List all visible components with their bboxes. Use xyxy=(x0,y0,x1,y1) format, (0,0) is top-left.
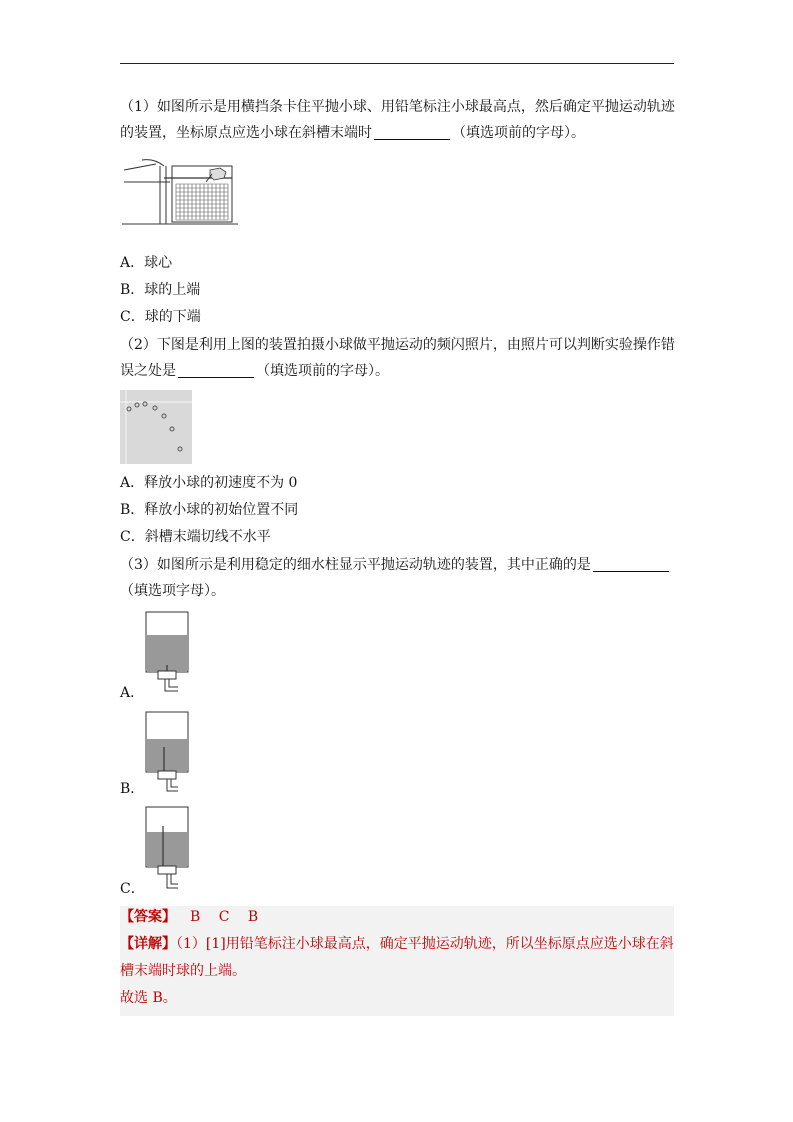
detail-label: 【详解】 xyxy=(120,936,176,952)
answer-label: 【答案】 xyxy=(120,909,176,925)
q2-line1: （2）下图是利用上图的装置拍摄小球做平抛运动的频闪照片，由照片可以判断实验操作错 xyxy=(120,337,675,353)
answer-line xyxy=(120,904,258,930)
q1-line2-post: （填选项前的字母）。 xyxy=(452,125,585,141)
q3-line2: （填选项字母）。 xyxy=(120,583,225,599)
q1-apparatus-figure xyxy=(120,154,240,226)
answer-values: B C B xyxy=(190,909,259,925)
detail-line1 xyxy=(120,931,674,957)
q1-answer-blank xyxy=(374,123,450,140)
q2-answer-blank xyxy=(178,361,254,378)
bottle-c-water xyxy=(147,832,187,866)
q2-line2-post: （填选项前的字母）。 xyxy=(256,363,389,379)
bottle-c-cap xyxy=(158,866,176,874)
q2-strobe-photo xyxy=(120,390,192,464)
detail-text-1: （1）[1]用铅笔标注小球最高点，确定平抛运动轨迹，所以坐标原点应选小球在斜 xyxy=(176,936,674,952)
q1-option-c: C．球的下端 xyxy=(120,309,201,325)
q3-answer-blank xyxy=(593,555,669,572)
q1-line2 xyxy=(120,120,676,146)
detail-line3: 故选 B。 xyxy=(120,990,177,1006)
q2-option-b: B．释放小球的初始位置不同 xyxy=(120,502,299,518)
q1-option-a: A．球心 xyxy=(120,255,173,271)
q1-hand-icon xyxy=(210,168,226,180)
q3-option-b: B． xyxy=(120,781,145,797)
q1-line2-pre: 的装置，坐标原点应选小球在斜槽末端时 xyxy=(120,125,372,141)
q3-line1-text: （3）如图所示是利用稳定的细水柱显示平抛运动轨迹的装置，其中正确的是 xyxy=(120,557,591,573)
q2-line2 xyxy=(120,358,676,384)
bottle-a-cap xyxy=(158,671,176,679)
q1-line1: （1）如图所示是用横挡条卡住平抛小球、用铅笔标注小球最高点，然后确定平抛运动轨迹 xyxy=(120,99,675,115)
q2-option-a: A．释放小球的初速度不为 0 xyxy=(120,475,298,491)
q2-photo-background xyxy=(120,390,192,464)
bottle-b-water xyxy=(147,739,187,771)
detail-line2: 槽末端时球的上端。 xyxy=(120,963,246,979)
q1-option-b: B．球的上端 xyxy=(120,282,201,298)
q3-line1 xyxy=(120,552,676,578)
q2-line2-pre: 误之处是 xyxy=(120,363,176,379)
header-rule xyxy=(120,63,674,64)
q3-option-a: A． xyxy=(120,685,145,701)
q3-option-c: C． xyxy=(120,881,145,897)
q1-board-grid xyxy=(176,184,228,220)
q1-ramp-top xyxy=(124,164,156,170)
q2-option-c: C．斜槽末端切线不水平 xyxy=(120,529,271,545)
